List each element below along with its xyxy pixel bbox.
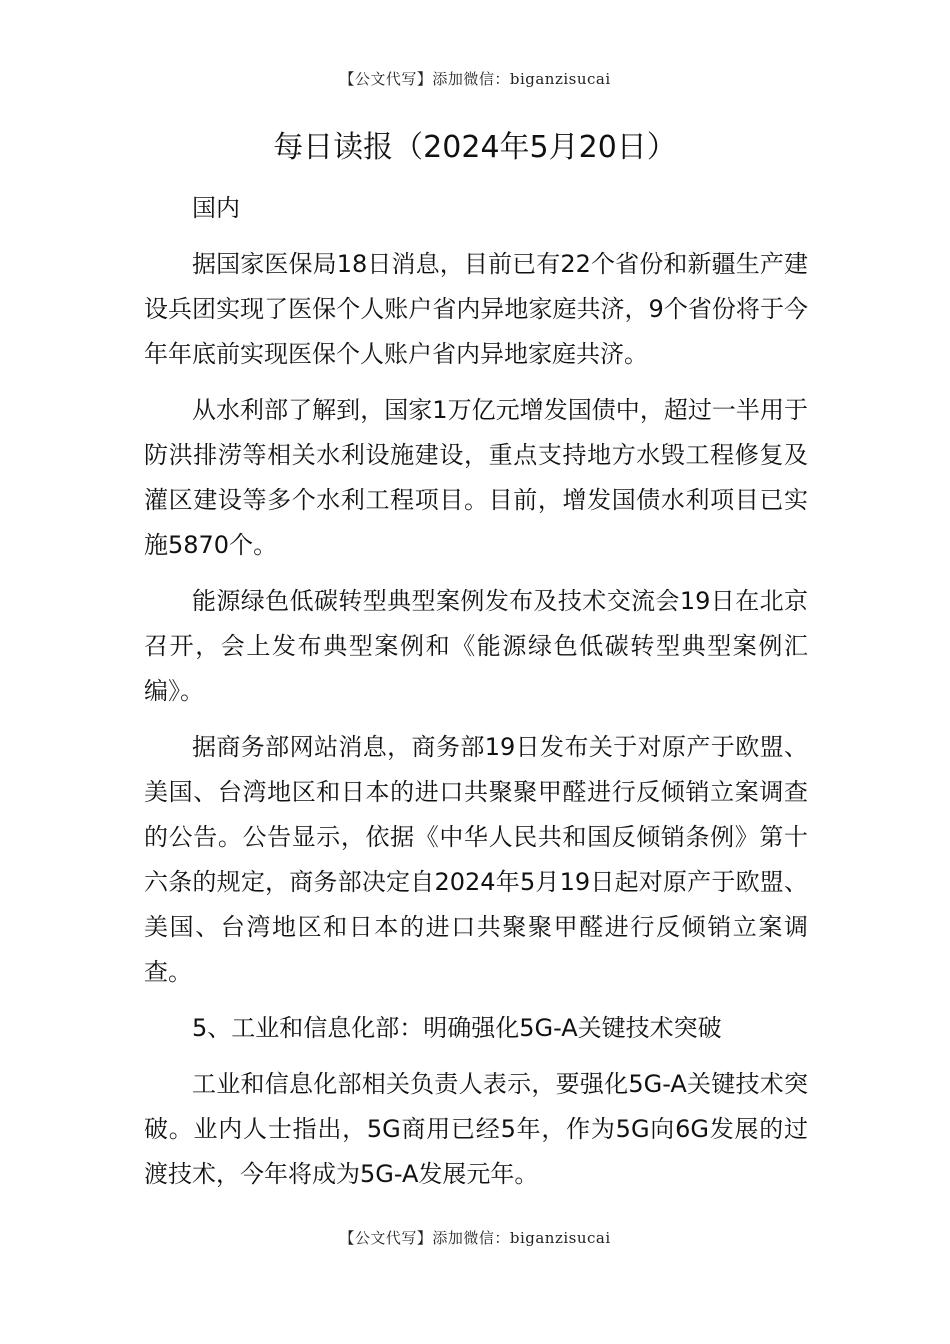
paragraph-anti-dumping: 据商务部网站消息，商务部19日发布关于对原产于欧盟、美国、台湾地区和日本的进口共聚聚甲醛进行反倾销立案调查的公告。公告显示，依据《中华人民共和国反倾销条例》第十六条的规定，商务部决定自2024年5月19日起对原产于欧盟、美国、台湾地区和日本的进口共聚聚甲醛进行反倾销立案调查。 [144,733,808,986]
document-body [144,186,808,1208]
header-watermark-note: 【公文代写】添加微信：biganzisucai [339,70,611,88]
paragraph-5g-a: 工业和信息化部相关负责人表示，要强化5G-A关键技术突破。业内人士指出，5G商用已经5年，作为5G向6G发展的过渡技术，今年将成为5G-A发展元年。 [144,1070,808,1188]
paragraph-water-resources: 从水利部了解到，国家1万亿元增发国债中，超过一半用于防洪排涝等相关水利设施建设，重点支持地方水毁工程修复及灌区建设等多个水利工程项目。目前，增发国债水利项目已实施5870个。 [144,396,808,559]
paragraph-miit-heading: 5、工业和信息化部：明确强化5G-A关键技术突破 [192,1014,722,1042]
paragraph-medical-insurance: 据国家医保局18日消息，目前已有22个省份和新疆生产建设兵团实现了医保个人账户省内异地家庭共济，9个省份将于今年年底前实现医保个人账户省内异地家庭共济。 [144,250,808,368]
footer-watermark-note: 【公文代写】添加微信：biganzisucai [339,1229,611,1247]
paragraph-energy-transition: 能源绿色低碳转型典型案例发布及技术交流会19日在北京召开，会上发布典型案例和《能源绿色低碳转型典型案例汇编》。 [144,587,808,705]
page-title: 每日读报（2024年5月20日） [273,130,677,165]
section-heading-domestic: 国内 [192,194,240,222]
